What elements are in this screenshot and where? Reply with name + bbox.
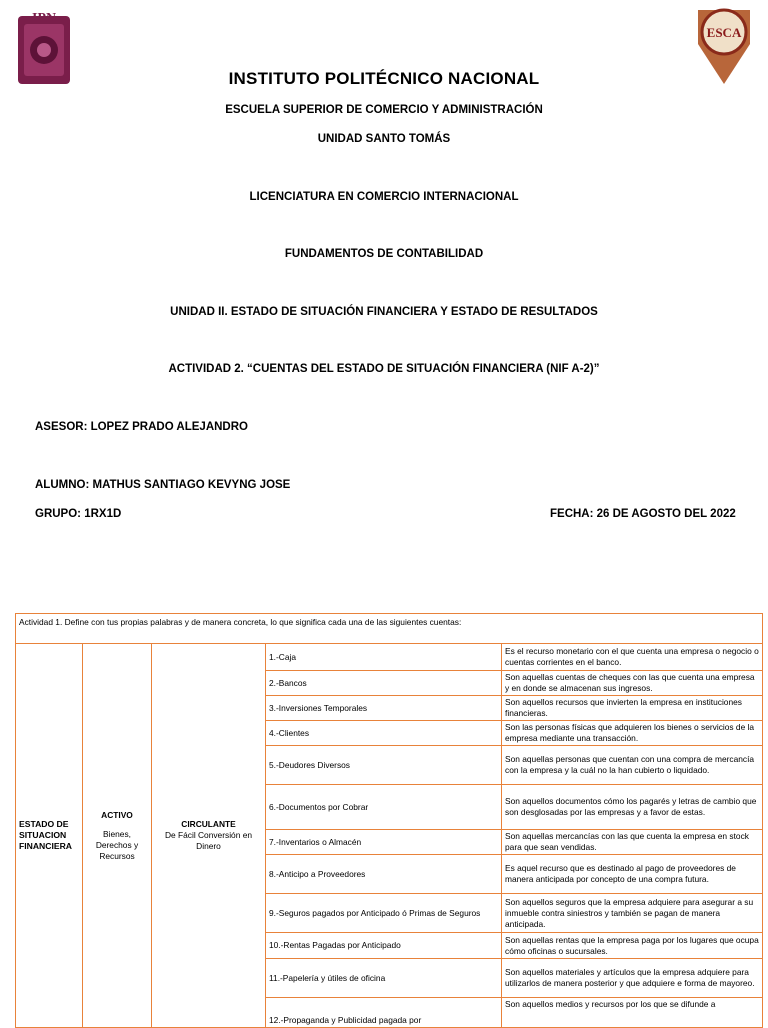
account-cell: 7.-Inventarios o Almacén [266, 830, 502, 855]
unit-name: UNIDAD SANTO TOMÁS [317, 133, 451, 145]
activity-title: ACTIVIDAD 2. “CUENTAS DEL ESTADO DE SITUACIÓN FINANCIERA (NIF A-2)” [168, 363, 600, 375]
account-cell: 3.-Inversiones Temporales [266, 696, 502, 721]
definition-cell: Son aquellas cuentas de cheques con las que cuenta una empresa y en donde se almacenan sus ingresos. [502, 671, 763, 696]
asesor-line: ASESOR: LOPEZ PRADO ALEJANDRO [35, 421, 248, 433]
definition-cell: Son aquellos recursos que invierten la empresa en instituciones financieras. [502, 696, 763, 721]
definition-cell: Es el recurso monetario con el que cuenta una empresa o negocio o cuentas corrientes en el banco. [502, 644, 763, 671]
unit-title: UNIDAD II. ESTADO DE SITUACIÓN FINANCIERA Y ESTADO DE RESULTADOS [170, 306, 598, 318]
account-cell: 11.-Papelería y útiles de oficina [266, 959, 502, 998]
account-cell: 12.-Propaganda y Publicidad pagada por [266, 998, 502, 1028]
definition-cell: Es aquel recurso que es destinado al pago de proveedores de manera anticipada por concepto de una compra futura. [502, 855, 763, 894]
course-name: FUNDAMENTOS DE CONTABILIDAD [284, 248, 484, 260]
account-cell: 2.-Bancos [266, 671, 502, 696]
account-cell: 1.-Caja [266, 644, 502, 671]
circulante-title: CIRCULANTE [181, 819, 236, 829]
circulante-desc: De Fácil Conversión en Dinero [164, 830, 253, 851]
grupo-line: GRUPO: 1RX1D [35, 508, 122, 520]
definition-cell: Son aquellos seguros que la empresa adquiere para asegurar a su inmueble contra siniestros y también se pagan de manera anticipada. [502, 894, 763, 933]
table-intro-row [16, 614, 763, 644]
activo-desc: Bienes, Derechos y Recursos [95, 828, 139, 861]
account-cell: 10.-Rentas Pagadas por Anticipado [266, 933, 502, 959]
account-cell: 5.-Deudores Diversos [266, 746, 502, 785]
circulante-cell [152, 644, 266, 1028]
table-intro: Actividad 1. Define con tus propias palabras y de manera concreta, lo que significa cada una de las siguientes cuentas: [16, 614, 763, 644]
account-cell: 9.-Seguros pagados por Anticipado ó Primas de Seguros [266, 894, 502, 933]
account-cell: 8.-Anticipo a Proveedores [266, 855, 502, 894]
activo-cell [83, 644, 152, 1028]
account-cell: 4.-Clientes [266, 721, 502, 746]
accounts-table [15, 613, 763, 1028]
estado-cell: ESTADO DE SITUACION FINANCIERA [16, 644, 83, 1028]
school-name: ESCUELA SUPERIOR DE COMERCIO Y ADMINISTRACIÓN [225, 104, 543, 116]
definition-cell: Son aquellas rentas que la empresa paga por los lugares que ocupa cómo oficinas o sucursales. [502, 933, 763, 959]
definition-cell: Son aquellas mercancías con las que cuenta la empresa en stock para que sean vendidas. [502, 830, 763, 855]
definition-cell: Son aquellos documentos cómo los pagarés y letras de cambio que son desglosadas por las empresas y a favor de estas. [502, 785, 763, 830]
definition-cell: Son aquellas personas que cuentan con una compra de mercancía con la empresa y la cuál no la han cubierto o liquidado. [502, 746, 763, 785]
account-cell: 6.-Documentos por Cobrar [266, 785, 502, 830]
activo-title: ACTIVO [101, 809, 133, 820]
alumno-line: ALUMNO: MATHUS SANTIAGO KEVYNG JOSE [35, 479, 291, 491]
degree-name: LICENCIATURA EN COMERCIO INTERNACIONAL [249, 191, 519, 203]
fecha-line: FECHA: 26 DE AGOSTO DEL 2022 [550, 508, 736, 520]
institution-title: INSTITUTO POLITÉCNICO NACIONAL [228, 69, 540, 88]
definition-cell: Son las personas físicas que adquieren los bienes o servicios de la empresa mediante una transacción. [502, 721, 763, 746]
definition-cell: Son aquellos materiales y artículos que la empresa adquiere para utilizarlos de manera posterior y que adquiere e forma de mayoreo. [502, 959, 763, 998]
definition-cell: Son aquellos medios y recursos por los que se difunde a [502, 998, 763, 1028]
svg-text:IPN: IPN [31, 11, 57, 26]
svg-text:ESCA: ESCA [706, 25, 742, 40]
